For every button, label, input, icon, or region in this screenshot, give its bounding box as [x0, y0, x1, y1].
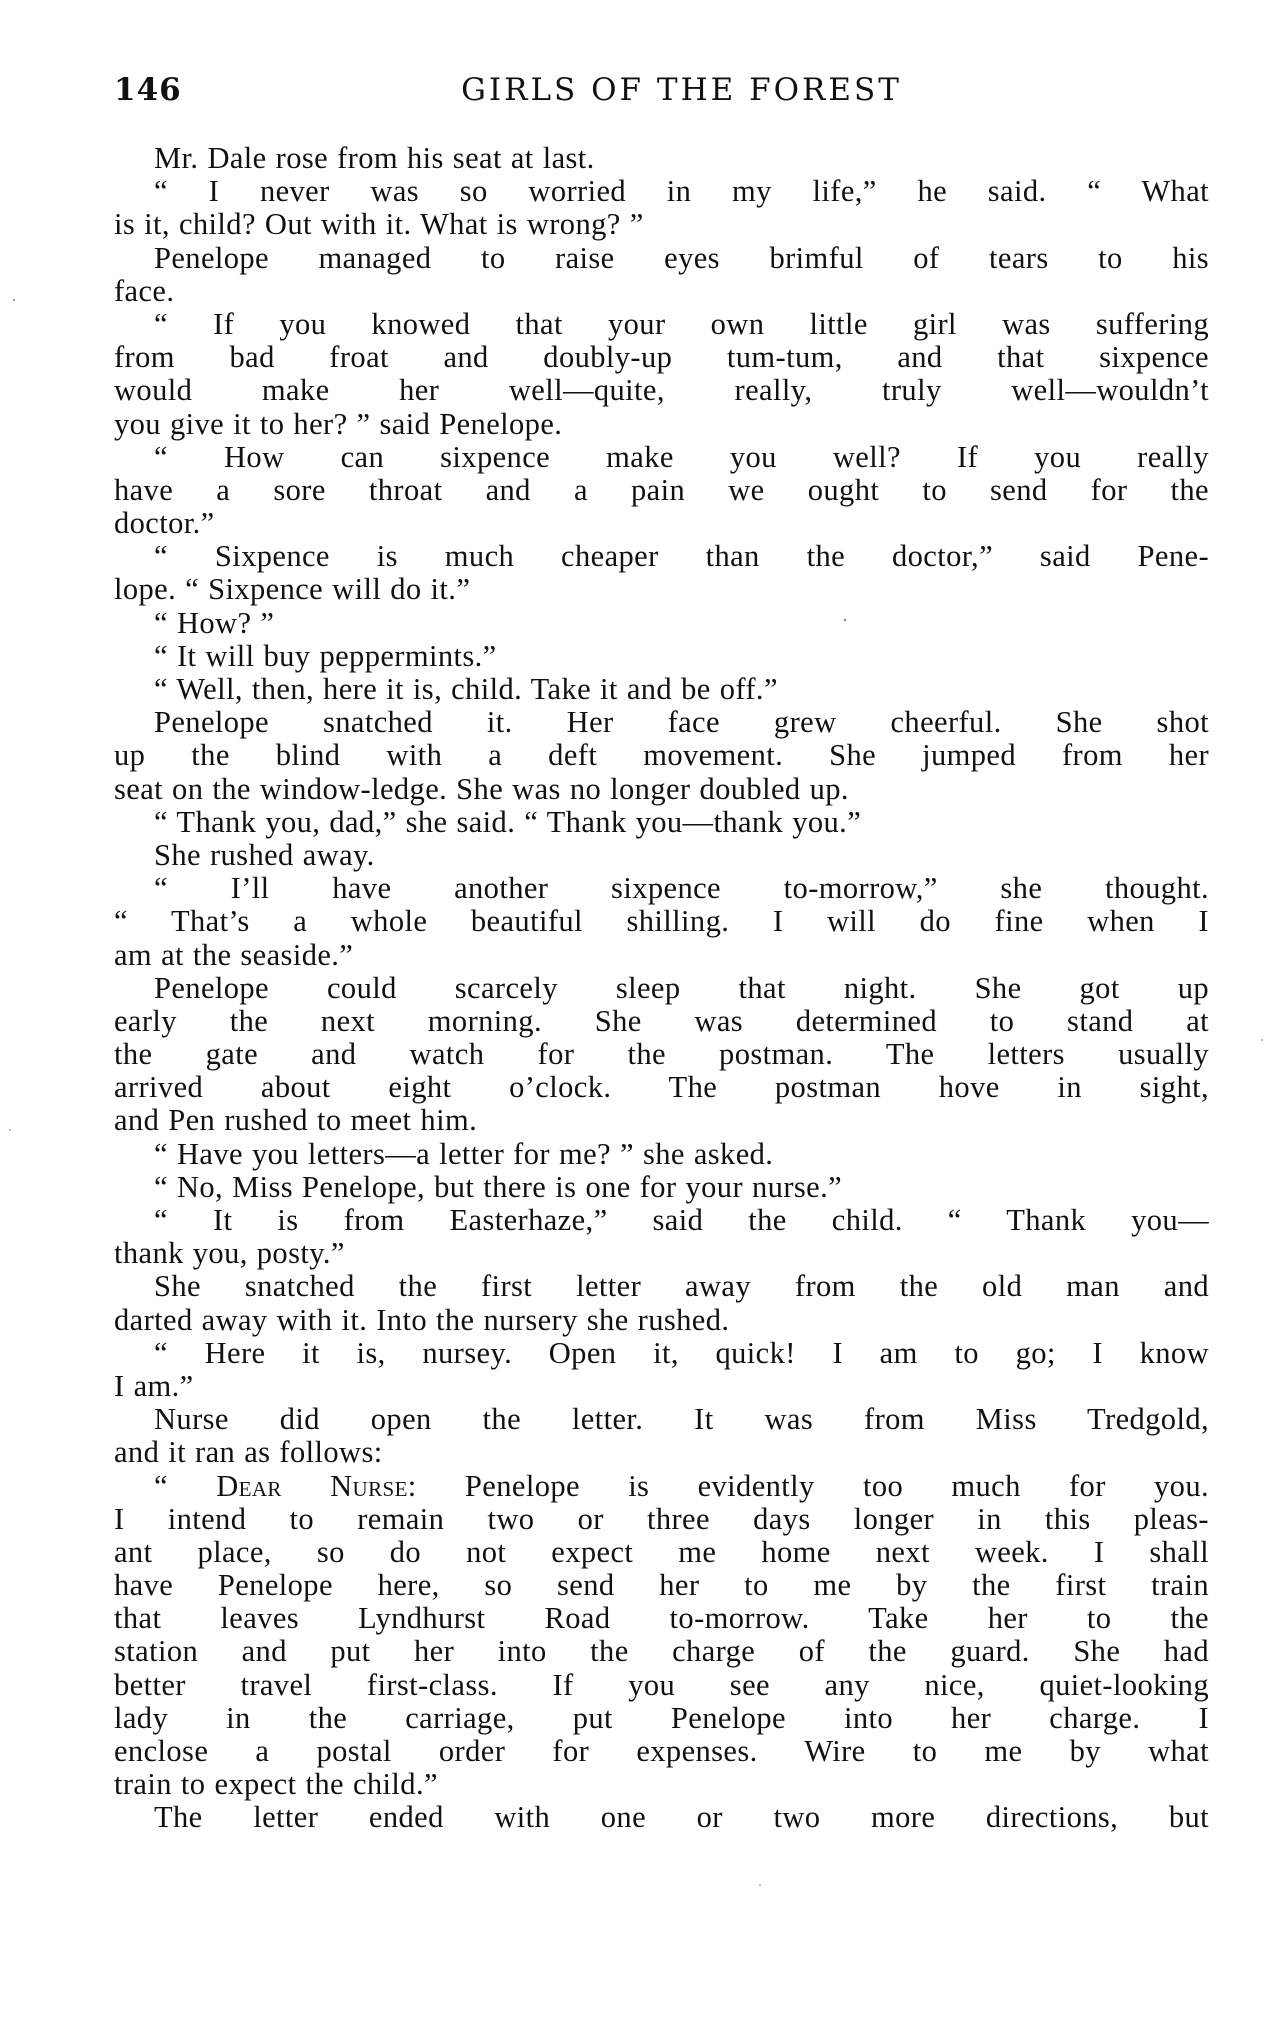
speck [1261, 1039, 1263, 1041]
text-line: better travel first-class. If you see any nice, quiet-looking [114, 1667, 1209, 1702]
text-line: thank you, posty.” [114, 1236, 345, 1271]
speck [759, 1884, 761, 1886]
text-line: lady in the carriage, put Penelope into her charge. I [114, 1700, 1209, 1735]
text-line: “ Sixpence is much cheaper than the doctor,” said Pene- [154, 539, 1209, 574]
text-line: ant place, so do not expect me home next week. I shall [114, 1534, 1209, 1569]
text-line: The letter ended with one or two more directions, but [154, 1800, 1209, 1835]
text-line: “ How? ” [154, 605, 275, 640]
text-line: doctor.” [114, 506, 215, 541]
body-text [114, 142, 1209, 1835]
text-line: Penelope snatched it. Her face grew cheerful. She shot [154, 705, 1209, 740]
text-line: seat on the window-ledge. She was no longer doubled up. [114, 771, 849, 806]
text-line: train to expect the child.” [114, 1767, 438, 1802]
text-line: “ No, Miss Penelope, but there is one for your nurse.” [154, 1169, 843, 1204]
text-line: have a sore throat and a pain we ought to send for the [114, 472, 1209, 507]
page-header [114, 72, 1209, 116]
text-line: darted away with it. Into the nursery she rushed. [114, 1302, 730, 1337]
text-line: you give it to her? ” said Penelope. [114, 406, 563, 441]
text-line: She rushed away. [154, 837, 375, 872]
text-line: “ I never was so worried in my life,” he said. “ What [154, 174, 1209, 209]
text-line: “ Dear Nurse: Penelope is evidently too much for you. [154, 1468, 1209, 1503]
text-line: Penelope managed to raise eyes brimful of tears to his [154, 240, 1209, 275]
text-line: have Penelope here, so send her to me by the first train [114, 1568, 1209, 1603]
text-line: Nurse did open the letter. It was from Miss Tredgold, [154, 1402, 1209, 1437]
speck [13, 299, 15, 301]
text-line: “ I’ll have another sixpence to-morrow,” she thought. [154, 871, 1209, 906]
text-line: that leaves Lyndhurst Road to-morrow. Take her to the [114, 1601, 1209, 1636]
salutation-smallcaps: Dear Nurse [216, 1468, 408, 1503]
text-line: She snatched the first letter away from the old man and [154, 1269, 1209, 1304]
text-line: “ If you knowed that your own little girl was suffering [154, 306, 1209, 341]
text-line: up the blind with a deft movement. She jumped from her [114, 738, 1209, 773]
text-line: “ Here it is, nursey. Open it, quick! I am to go; I know [154, 1335, 1209, 1370]
text-line: I am.” [114, 1368, 194, 1403]
text-line: am at the seaside.” [114, 937, 354, 972]
running-title: GIRLS OF THE FOREST [461, 72, 902, 108]
text-line: station and put her into the charge of the guard. She had [114, 1634, 1209, 1669]
text-line: and it ran as follows: [114, 1435, 383, 1470]
text-line: enclose a postal order for expenses. Wire to me by what [114, 1734, 1209, 1768]
text-line: “ How can sixpence make you well? If you really [154, 439, 1209, 474]
text-line: “ It is from Easterhaze,” said the child. “ Thank you— [154, 1203, 1209, 1237]
text-line: and Pen rushed to meet him. [114, 1103, 478, 1138]
text-line: from bad froat and doubly-up tum-tum, and that sixpence [114, 340, 1209, 375]
page-number: 146 [114, 72, 182, 108]
text-line: early the next morning. She was determined to stand at [114, 1003, 1209, 1038]
text-line: Mr. Dale rose from his seat at last. [154, 141, 595, 175]
text-line: face. [114, 273, 175, 308]
text-line: “ Well, then, here it is, child. Take it and be off.” [154, 672, 778, 706]
text-line: “ Thank you, dad,” she said. “ Thank you—thank you.” [154, 804, 862, 839]
text-line: arrived about eight o’clock. The postman hove in sight, [114, 1070, 1209, 1105]
text-line: “ That’s a whole beautiful shilling. I will do fine when I [114, 904, 1209, 939]
text-line: “ It will buy peppermints.” [154, 638, 497, 673]
speck [9, 1129, 11, 1131]
text-line: “ Have you letters—a letter for me? ” she asked. [154, 1136, 774, 1171]
text-line: I intend to remain two or three days longer in this pleas- [114, 1501, 1209, 1536]
text-line: would make her well—quite, really, truly well—wouldn’t [114, 373, 1209, 408]
text-line: is it, child? Out with it. What is wrong? ” [114, 207, 644, 242]
text-line: Penelope could scarcely sleep that night. She got up [154, 970, 1209, 1005]
text-line: lope. “ Sixpence will do it.” [114, 572, 471, 607]
text-line: the gate and watch for the postman. The letters usually [114, 1037, 1209, 1072]
